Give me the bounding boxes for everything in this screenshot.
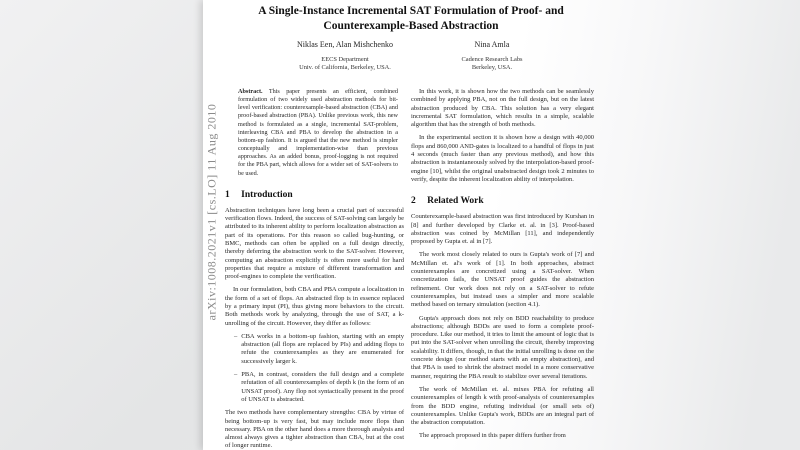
section-number: 2 [411,196,416,207]
abstract-label: Abstract. [238,88,263,95]
related-work-paragraph-4: The work of McMillan et. al. mixes PBA for refuting all counterexamples of length k with proof-analysis of counterexamples from the BDD engine, refuting individual (or small sets of) counterexamples. Unlike Gupta's work, BDDs are an integral part of the abstraction computation. [411,385,594,427]
related-work-paragraph-5: The approach proposed in this paper differs further from [419,432,566,440]
arxiv-stamp: arXiv:1008.2021v1 [cs.LO] 11 Aug 2010 [204,103,219,321]
related-work-paragraph-3: Gupta's approach does not rely on BDD reachability to produce abstractions; although BDDs are used to form a complete proof-procedure. Like our method, it tries to limit the amount of logic that is put into the SAT-solver when unrolling the circuit, thereby improving scalability. It differs, though, in that the initial unrolling is done on the concrete design (our method starts with an empty abstraction), and that PBA is used to shrink the abstract model in a more conservative manner, requiring the PBA result to stabilize over several iterations. [411,314,594,380]
authors-row [225,40,597,82]
section-heading-introduction [225,189,404,201]
author-affiliation [265,56,425,71]
paper-page [203,0,800,450]
section-number: 1 [225,189,230,200]
abstract-text: This paper presents an efficient, combined formulation of two widely used abstraction methods for bit-level verification: counterexample-based abstraction (CBA) and proof-based abstraction (PBA). Unlike previous work, this new method is formulated as a single, incremental SAT-problem, interleaving CBA and PBA to develop the abstraction in a bottom-up fashion. It is argued that the new method is simpler conceptually and implementation-wise than previous approaches. As an added bonus, proof-logging is not required for the PBA part, which allows for a wider set of SAT-solvers to be used. [238,88,398,177]
bullet-text: CBA works in a bottom-up fashion, starting with an empty abstraction (all flops are replaced by PIs) and adding flops to refute the counterexamples as they are enumerated for successively larger k. [241,332,404,365]
affiliation-line: Univ. of California, Berkeley, USA. [299,63,391,71]
author-names: Nina Amla [474,40,510,49]
bullet-dash-icon: – [234,332,238,340]
paper-title-line-1: A Single-Instance Incremental SAT Formulation of Proof- and [258,5,564,17]
bullet-text: PBA, in contrast, considers the full design and a complete refutation of all counterexamples of depth k (in the form of an UNSAT proof). Any flop not syntactically present in the proof of UNSAT is abstracted. [241,371,404,403]
intro-bullet-pba [234,371,404,404]
author-names: Niklas Een, Alan Mishchenko [297,40,393,49]
related-work-paragraph-1: Counterexample-based abstraction was first introduced by Kurshan in [8] and further developed by Clarke et. al. in [3]. Proof-based abstraction was coined by McMillan [11], and independently proposed by Gupta et. al in [7]. [411,213,594,246]
bullet-dash-icon: – [234,371,238,379]
section-title: Related Work [427,196,484,207]
author-block-2 [412,40,572,71]
section-title: Introduction [241,189,293,200]
column-left [225,88,404,450]
affiliation-line: Cadence Research Labs [461,56,523,63]
intro-paragraph-1: Abstraction techniques have long been a crucial part of successful verification flows. Indeed, the success of SAT-solving can largely be attributed to its inherent ability to perform localization abstraction as part of its operations. For this reason so called bug-hunting, or BMC, methods can often be applied on a full design directly, thereby deferring the abstraction work to the SAT-solver. However, computing an abstraction explicitly is often more useful for hard properties that require a mixture of different transformation and proof-engines to complete the verification. [225,206,404,281]
intro-paragraph-3: The two methods have complementary strengths: CBA by virtue of being bottom-up is very fast, but may include more flops than necessary. PBA on the other hand does a more thorough analysis and almost always gives a tighter abstraction than CBA, but at the cost of longer runtime. [225,409,405,450]
intro-bullet-cba [234,333,404,366]
section-heading-related-work [411,195,594,207]
paper-title-line-2: Counterexample-Based Abstraction [323,20,499,32]
intro-paragraph-4: In this work, it is shown how the two methods can be seamlessly combined by applying PBA, not on the full design, but on the latest abstraction produced by CBA. This solution has a very elegant incremental SAT formulation, which results in a simple, scalable algorithm that has the strength of both methods. [411,88,594,129]
paper-title [225,4,597,34]
affiliation-line: EECS Department [321,56,369,63]
author-affiliation [412,56,572,71]
related-work-paragraph-2: The work most closely related to ours is Gupta's work of [7] and McMillan et. al's work of [1]. In both approaches, abstract counterexamples are concretized using a SAT-solver. When concretization fails, the UNSAT proof guides the abstraction refinement. Our work does not rely on a SAT-solver to refute counterexamples, but instead uses a simpler and more scalable method based on ternary simulation (section 4.1). [411,251,594,309]
intro-paragraph-2: In our formulation, both CBA and PBA compute a localization in the form of a set of flops. An abstracted flop is in essence replaced by a primary input (PI), thus giving more behaviors to the circuit. Both methods work by analyzing, through the use of SAT, a k-unrolling of the circuit. However, they differ as follows: [225,286,404,327]
intro-paragraph-5: In the experimental section it is shown how a design with 40,000 flops and 860,000 AND-gates is localized to a handful of flops in just 4 seconds (much faster than any previous method), and how this abstraction is instantaneously solved by the interpolation-based proof-engine [10], whilst the original unabstracted design took 2 minutes to verify, despite the inherent localization ability of interpolation. [411,134,594,183]
abstract [225,88,404,178]
author-block-1 [265,40,425,71]
affiliation-line: Berkeley, USA. [471,63,513,71]
column-right [411,88,594,441]
